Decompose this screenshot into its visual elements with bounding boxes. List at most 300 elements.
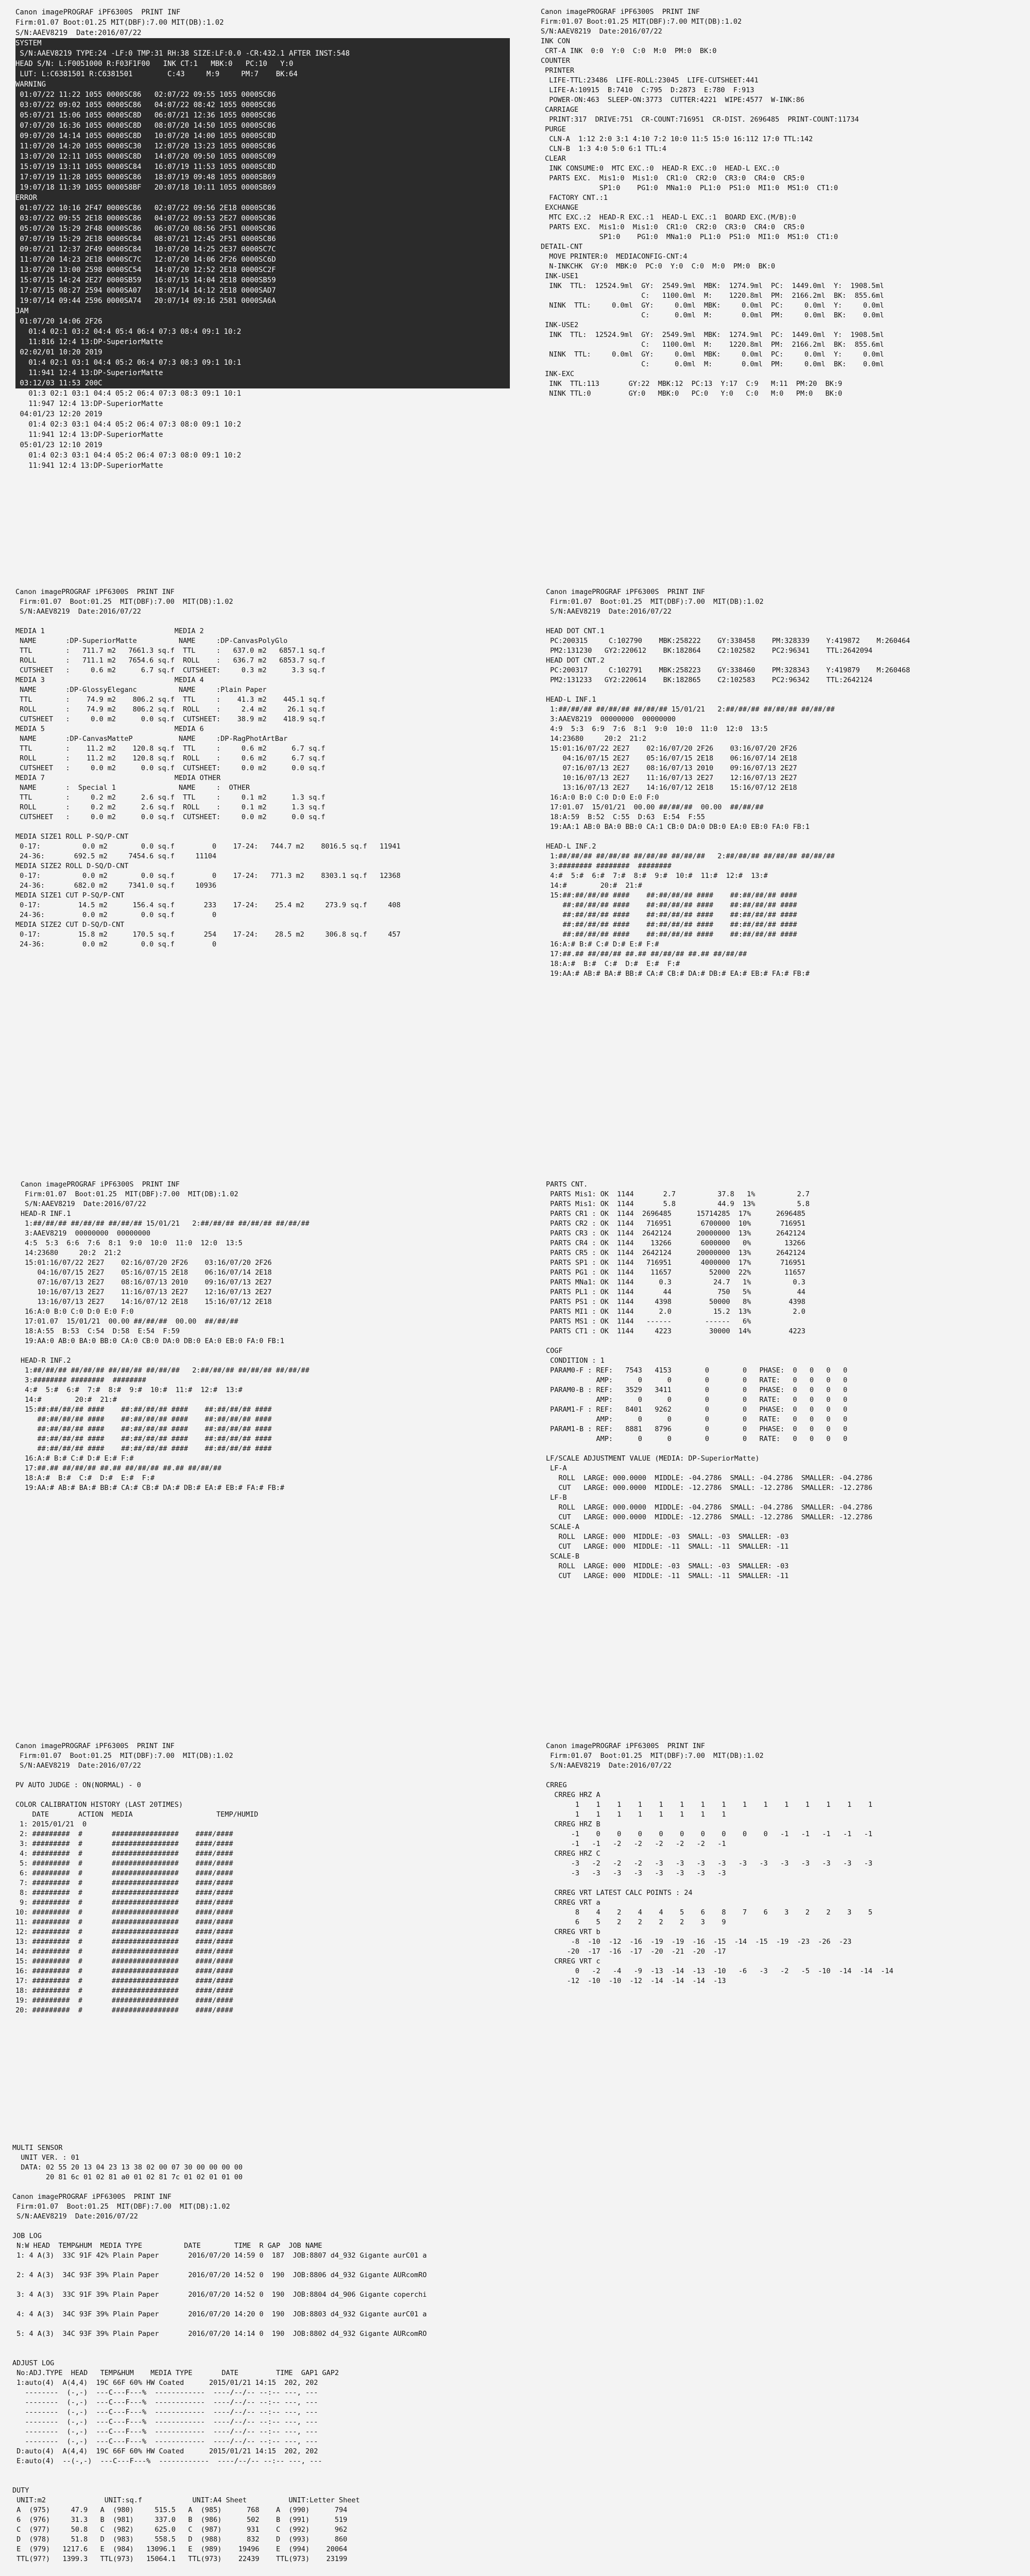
text-line: 17:01.07 15/01/21 00.00 ##/##/## 00.00 ##/##/##: [546, 803, 764, 811]
text-line: CRREG HRZ A: [546, 1791, 600, 1799]
text-line: -8 -10 -12 -16 -19 -19 -16 -15 -14 -15 -19 -23 -26 -23: [546, 1938, 852, 1946]
text-line: MEDIA 3 MEDIA 4: [15, 676, 204, 684]
text-line: ##:##/##/## #### ##:##/##/## #### ##:##/##/## ####: [546, 921, 797, 929]
p4-right-block: [546, 1741, 1025, 1986]
text-line: ##:##/##/## #### ##:##/##/## #### ##:##/##/## ####: [21, 1415, 272, 1423]
text-line: 16:A:# B:# C:# D:# E:# F:#: [21, 1454, 134, 1463]
printout-page-5: [0, 2138, 1030, 2576]
text-line: INK TTL:113 GY:22 MBK:12 PC:13 Y:17 C:9 M:11 PM:20 BK:9: [541, 380, 843, 388]
text-line: 6: ######### # ################ ####/####: [15, 1869, 233, 1877]
text-line: Canon imagePROGRAF iPF6300S PRINT INF: [21, 1180, 180, 1189]
text-line: ROLL : 0.2 m2 2.6 sq.f ROLL : 0.1 m2 1.3 sq.f: [15, 803, 325, 811]
text-line: 01:4 02:3 03:1 04:4 05:2 06:4 07:3 08:0 09:1 10:2: [15, 451, 242, 460]
text-line: JOB LOG: [12, 2232, 42, 2240]
text-line: C: 0.0ml M: 0.0ml PM: 0.0ml BK: 0.0ml: [541, 311, 884, 319]
text-line: CRREG HRZ C: [546, 1850, 600, 1858]
text-line: C (977) 50.8 C (982) 625.0 C (987) 931 C (992) 962: [12, 2526, 348, 2534]
text-line: [15, 617, 510, 626]
text-line: [12, 2261, 991, 2270]
text-line: POWER-ON:463 SLEEP-ON:3773 CUTTER:4221 WIPE:4577 W-INK:86: [541, 96, 805, 104]
text-line: Firm:01.07 Boot:01.25 MIT(DBF):7.00 MIT(DB):1.02: [15, 598, 233, 606]
text-line: JAM: [15, 306, 510, 316]
p3-right-block: [546, 1180, 1025, 1581]
text-line: 5: 4 A(3) 34C 93F 39% Plain Paper 2016/07/20 14:14 0 190 JOB:8802 d4_932 Gigante AURcomRO: [12, 2330, 427, 2338]
text-line: COLOR CALIBRATION HISTORY (LAST 20TIMES): [15, 1801, 183, 1809]
text-line: 11:941 12:4 13:DP-SuperiorMatte: [15, 368, 510, 378]
text-line: 18:A:# B:# C:# D:# E:# F:#: [21, 1474, 155, 1482]
text-line: HEAD-L INF.1: [546, 696, 596, 704]
text-line: 4: ######### # ################ ####/####: [15, 1850, 233, 1858]
text-line: 15:07/19 13:11 1055 0000SC84 16:07/19 11:53 1055 0000SC8D: [15, 162, 510, 172]
text-line: 19:AA:0 AB:0 BA:0 BB:0 CA:0 CB:0 DA:0 DB:0 EA:0 EB:0 FA:0 FB:1: [21, 1337, 285, 1345]
text-line: CRREG VRT b: [546, 1928, 600, 1936]
text-line: AMP: 0 0 0 0 RATE: 0 0 0 0: [546, 1396, 848, 1404]
text-line: [546, 1444, 1025, 1454]
text-line: 1:##/##/## ##/##/## ##/##/## 15/01/21 2:##/##/## ##/##/## ##/##/##: [21, 1219, 310, 1228]
text-line: [546, 617, 1025, 626]
text-line: PARAM1-B : REF: 8881 8796 0 0 PHASE: 0 0 0 0: [546, 1425, 848, 1433]
text-line: ROLL LARGE: 000 MIDDLE: -03 SMALL: -03 SMALLER: -03: [546, 1533, 789, 1541]
text-line: 14: ######### # ################ ####/####: [15, 1947, 233, 1956]
text-line: PARTS MS1 : OK 1144 ------ ------ 6%: [546, 1317, 751, 1326]
text-line: [12, 2182, 991, 2192]
text-line: 14:# 20:# 21:#: [21, 1396, 117, 1404]
text-line: CLN-B 1:3 4:0 5:0 6:1 TTL:4: [541, 145, 666, 153]
text-line: 15:01:16/07/22 2E27 02:16/07/20 2F26 03:16/07/20 2F26: [21, 1259, 272, 1267]
text-line: MEDIA 1 MEDIA 2: [15, 627, 204, 635]
text-line: 0-17: 15.8 m2 170.5 sq.f 254 17-24: 28.5 m2 306.8 sq.f 457: [15, 930, 401, 939]
text-line: [15, 1771, 510, 1781]
text-line: PARTS CNT.: [546, 1180, 588, 1189]
text-line: CUTSHEET : 0.0 m2 0.0 sq.f CUTSHEET: 38.9 m2 418.9 sq.f: [15, 715, 325, 723]
text-line: -------- (-,-) ---C---F---% ------------ ----/--/-- --:-- ---, ---: [12, 2408, 318, 2416]
text-line: LIFE-TTL:23486 LIFE-ROLL:23045 LIFE-CUTSHEET:441: [541, 76, 759, 84]
text-line: PM2:131233 GY2:220614 BK:182865 C2:102583 PC2:96342 TTL:2642124: [546, 676, 872, 684]
text-line: ROLL : 711.1 m2 7654.6 sq.f ROLL : 636.7 m2 6853.7 sq.f: [15, 656, 325, 665]
p4-left-block: [15, 1741, 510, 2015]
text-line: 1:##/##/## ##/##/## ##/##/## ##/##/## 2:##/##/## ##/##/## ##/##/##: [21, 1366, 310, 1375]
text-line: C: 1100.0ml M: 1220.8ml PM: 2166.2ml BK: 855.6ml: [541, 292, 884, 300]
text-line: TTL : 11.2 m2 120.8 sq.f TTL : 0.6 m2 6.7 sq.f: [15, 744, 325, 753]
text-line: 3:AAEV8219 00000000 00000000: [21, 1229, 150, 1238]
text-line: CRT-A INK 0:0 Y:0 C:0 M:0 PM:0 BK:0: [541, 47, 717, 55]
text-line: 17:07/19 11:28 1055 0000SC86 18:07/19 09:48 1055 0000SB69: [15, 172, 510, 182]
text-line: [546, 685, 1025, 695]
text-line: MTC EXC.:2 HEAD-R EXC.:1 HEAD-L EXC.:1 BOARD EXC.(M/B):0: [541, 213, 796, 222]
text-line: MEDIA 7 MEDIA OTHER: [15, 774, 221, 782]
text-line: 2: ######### # ################ ####/####: [15, 1830, 233, 1838]
text-line: 19:AA:1 AB:0 BA:0 BB:0 CA:1 CB:0 DA:0 DB:0 EA:0 EB:0 FA:0 FB:1: [546, 823, 810, 831]
text-line: LUT: L:C6381501 R:C6381501 C:43 M:9 PM:7 BK:64: [15, 69, 510, 79]
text-line: 18:A:# B:# C:# D:# E:# F:#: [546, 960, 680, 968]
text-line: S/N:AAEV8219 Date:2016/07/22: [546, 1761, 672, 1770]
text-line: PARTS CR3 : OK 1144 2642124 20000000 13% 2642124: [546, 1229, 805, 1238]
text-line: -3 -3 -3 -3 -3 -3 -3 -3: [546, 1869, 726, 1877]
text-line: CUTSHEET : 0.6 m2 6.7 sq.f CUTSHEET: 0.3 m2 3.3 sq.f: [15, 666, 325, 674]
text-line: C: 0.0ml M: 0.0ml PM: 0.0ml BK: 0.0ml: [541, 360, 884, 368]
text-line: 1: 4 A(3) 33C 91F 42% Plain Paper 2016/07/20 14:59 0 187 JOB:8807 d4_932 Gigante aurC01 a: [12, 2251, 427, 2260]
text-line: Firm:01.07 Boot:01.25 MIT(DBF):7.00 MIT(DB):1.02: [546, 1752, 764, 1760]
text-line: 14:23680 20:2 21:2: [21, 1249, 122, 1257]
text-line: 19:AA:# AB:# BA:# BB:# CA:# CB:# DA:# DB:# EA:# EB:# FA:# FB:#: [546, 970, 810, 978]
text-line: 20 81 6c 01 02 81 a0 01 02 81 7c 01 02 01 01 00: [12, 2173, 243, 2181]
text-line: [546, 1771, 1025, 1781]
text-line: S/N:AAEV8219 TYPE:24 -LF:0 TMP:31 RH:38 SIZE:LF:0.0 -CR:432.1 AFTER INST:548: [15, 48, 510, 59]
text-line: HEAD-R INF.1: [21, 1210, 71, 1218]
text-line: INK CONSUME:0 MTC EXC.:0 HEAD-R EXC.:0 HEAD-L EXC.:0: [541, 164, 780, 173]
p5-block: [12, 2143, 991, 2564]
text-line: PRINTER: [541, 66, 575, 75]
text-line: PARAM1-F : REF: 8401 9262 0 0 PHASE: 0 0 0 0: [546, 1405, 848, 1414]
text-line: CUT LARGE: 000 MIDDLE: -11 SMALL: -11 SMALLER: -11: [546, 1543, 789, 1551]
text-line: 17:##.## ##/##/## ##.## ##/##/## ##.## ##/##/##: [21, 1464, 222, 1472]
text-line: AMP: 0 0 0 0 RATE: 0 0 0 0: [546, 1376, 848, 1384]
text-line: 18: ######### # ################ ####/####: [15, 1987, 233, 1995]
p1-right-block: [541, 7, 1025, 399]
text-line: PC:200315 C:102790 MBK:258222 GY:338458 PM:328339 Y:419872 M:260464: [546, 637, 911, 645]
text-line: TTL : 74.9 m2 806.2 sq.f TTL : 41.3 m2 445.1 sq.f: [15, 696, 325, 704]
text-line: ADJUST LOG: [12, 2359, 55, 2367]
text-line: 11: ######### # ################ ####/####: [15, 1918, 233, 1926]
text-line: 13:07/20 12:11 1055 0000SC8D 14:07/20 09:50 1055 0000SC09: [15, 151, 510, 162]
text-line: LF-A: [546, 1464, 567, 1472]
text-line: 15:07/15 14:24 2E27 0000SB59 16:07/15 14:04 2E18 0000SB59: [15, 275, 510, 285]
text-line: TTL(97?) 1399.3 TTL(973) 15064.1 TTL(973) 22439 TTL(973) 23199: [12, 2555, 348, 2563]
text-line: 01:4 02:1 03:2 04:4 05:4 06:4 07:3 08:4 09:1 10:2: [15, 327, 510, 337]
text-line: 09:07/21 12:37 2F49 0000SC84 10:07/20 14:25 2E37 0000SC7C: [15, 244, 510, 255]
text-line: 24-36: 0.0 m2 0.0 sq.f 0: [15, 940, 217, 948]
text-line: 04:01/23 12:20 2019: [15, 410, 102, 418]
text-line: ROLL LARGE: 000 MIDDLE: -03 SMALL: -03 SMALLER: -03: [546, 1562, 789, 1570]
text-line: 11:816 12:4 13:DP-SuperiorMatte: [15, 337, 510, 347]
text-line: 20: ######### # ################ ####/####: [15, 2006, 233, 2014]
text-line: INK TTL: 12524.9ml GY: 2549.9ml MBK: 1274.9ml PC: 1449.0ml Y: 1908.5ml: [541, 282, 884, 290]
text-line: 17:07/15 08:27 2594 0000SA07 18:07/14 14:12 2E18 0000SAD7: [15, 285, 510, 296]
text-line: CUTSHEET : 0.0 m2 0.0 sq.f CUTSHEET: 0.0 m2 0.0 sq.f: [15, 813, 325, 821]
printout-page-3: [0, 1175, 1030, 1716]
text-line: HEAD DOT CNT.1: [546, 627, 605, 635]
text-line: PARTS CT1 : OK 1144 4223 30000 14% 4223: [546, 1327, 805, 1335]
text-line: NAME :DP-GlossyEleganc NAME :Plain Paper: [15, 686, 267, 694]
p2-right-block: [546, 587, 1025, 979]
text-line: LIFE-A:10915 B:7410 C:795 D:2873 E:780 F:913: [541, 86, 754, 94]
text-line: FACTORY CNT.:1: [541, 194, 608, 202]
text-line: 17:##.## ##/##/## ##.## ##/##/## ##.## ##/##/##: [546, 950, 747, 958]
text-line: [15, 822, 510, 832]
text-line: 19:07/14 09:44 2596 0000SA74 20:07/14 09:16 2581 0000SA6A: [15, 296, 510, 306]
text-line: PARTS CR1 : OK 1144 2696485 15714285 17% 2696485: [546, 1210, 805, 1218]
text-line: COUNTER: [541, 57, 570, 65]
text-line: CUT LARGE: 000.0000 MIDDLE: -12.2786 SMALL: -12.2786 SMALLER: -12.2786: [546, 1484, 872, 1492]
text-line: PARTS EXC. Mis1:0 Mis1:0 CR1:0 CR2:0 CR3:0 CR4:0 CR5:0: [541, 174, 805, 182]
text-line: INK-USE2: [541, 321, 579, 329]
text-line: S/N:AAEV8219 Date:2016/07/22: [541, 27, 662, 36]
text-line: [12, 2319, 991, 2329]
text-line: CRREG: [546, 1781, 567, 1789]
text-line: 5: ######### # ################ ####/####: [15, 1859, 233, 1868]
text-line: 07:07/19 15:29 2E18 0000SC84 08:07/21 12:45 2F51 0000SC86: [15, 234, 510, 244]
text-line: SP1:0 PG1:0 MNa1:0 PL1:0 PS1:0 MI1:0 MS1:0 CT1:0: [541, 233, 838, 241]
text-line: INK CON: [541, 37, 570, 45]
text-line: TTL : 0.2 m2 2.6 sq.f TTL : 0.1 m2 1.3 sq.f: [15, 793, 325, 802]
text-line: AMP: 0 0 0 0 RATE: 0 0 0 0: [546, 1435, 848, 1443]
text-line: 16:A:0 B:0 C:0 D:0 E:0 F:0: [21, 1308, 134, 1316]
text-line: PARTS MI1 : OK 1144 2.0 15.2 13% 2.0: [546, 1308, 805, 1316]
text-line: D (978) 51.8 D (983) 558.5 D (988) 832 D (993) 860: [12, 2535, 348, 2544]
text-line: MEDIA SIZE2 ROLL D-SQ/D-CNT: [15, 862, 129, 870]
text-line: 11:07/20 14:23 2E18 0000SC7C 12:07/20 14:06 2F26 0000SC6D: [15, 255, 510, 265]
text-line: 01:4 02:3 03:1 04:4 05:2 06:4 07:3 08:0 09:1 10:2: [15, 420, 242, 429]
text-line: 8 4 2 4 4 5 6 8 7 6 3 2 2 3 5: [546, 1908, 872, 1917]
text-line: INK TTL: 12524.9ml GY: 2549.9ml MBK: 1274.9ml PC: 1449.0ml Y: 1908.5ml: [541, 331, 884, 339]
text-line: 4:# 5:# 6:# 7:# 8:# 9:# 10:# 11:# 12:# 13:#: [21, 1386, 243, 1394]
text-line: 05:07/21 15:06 1055 0000SC8D 06:07/21 12:36 1055 0000SC86: [15, 110, 510, 121]
text-line: [12, 2339, 991, 2349]
text-line: 13:16/07/13 2E27 14:16/07/12 2E18 15:16/07/12 2E18: [546, 784, 797, 792]
text-line: 3:######## ######## ########: [546, 862, 672, 870]
text-line: PARTS SP1 : OK 1144 716951 4000000 17% 716951: [546, 1259, 805, 1267]
text-line: 01:3 02:1 03:1 04:4 05:2 06:4 07:3 08:3 09:1 10:1: [15, 389, 242, 398]
text-line: D:auto(4) A(4,4) 19C 66F 60% HW Coated 2015/01/21 14:15 202, 202: [12, 2447, 318, 2455]
text-line: 13:16/07/13 2E27 14:16/07/12 2E18 15:16/07/12 2E18: [21, 1298, 272, 1306]
text-line: PARTS CR2 : OK 1144 716951 6700000 10% 716951: [546, 1219, 805, 1228]
text-line: [15, 1790, 510, 1800]
printout-page-4: [0, 1716, 1030, 2138]
text-line: CLN-A 1:12 2:0 3:1 4:10 7:2 10:0 11:5 15:0 16:112 17:0 TTL:142: [541, 135, 813, 143]
text-line: Canon imagePROGRAF iPF6300S PRINT INF: [541, 8, 700, 16]
text-line: MEDIA SIZE1 ROLL P-SQ/P-CNT: [15, 833, 129, 841]
text-line: ROLL LARGE: 000.0000 MIDDLE: -04.2786 SMALL: -04.2786 SMALLER: -04.2786: [546, 1503, 872, 1512]
text-line: [12, 2466, 991, 2476]
text-line: 8: ######### # ################ ####/####: [15, 1889, 233, 1897]
text-line: PARTS PS1 : OK 1144 4398 50000 8% 4398: [546, 1298, 805, 1306]
text-line: DETAIL-CNT: [541, 243, 583, 251]
text-line: PARAM0-F : REF: 7543 4153 0 0 PHASE: 0 0 0 0: [546, 1366, 848, 1375]
text-line: 16:A:# B:# C:# D:# E:# F:#: [546, 940, 659, 948]
text-line: NAME :DP-SuperiorMatte NAME :DP-CanvasPolyGlo: [15, 637, 288, 645]
text-line: 17:01.07 15/01/21 00.00 ##/##/## 00.00 ##/##/##: [21, 1317, 238, 1326]
text-line: 3:######## ######## ########: [21, 1376, 146, 1384]
text-line: MEDIA SIZE1 CUT P-SQ/P-CNT: [15, 891, 125, 900]
text-line: 03:07/22 09:55 2E18 0000SC86 04:07/22 09:53 2E27 0000SC86: [15, 213, 510, 224]
text-line: Firm:01.07 Boot:01.25 MIT(DBF):7.00 MIT(DB):1.02: [12, 2202, 230, 2211]
text-line: E:auto(4) --(-,-) ---C---F---% ------------ ----/--/-- --:-- ---, ---: [12, 2457, 322, 2465]
text-line: 14:# 20:# 21:#: [546, 882, 642, 890]
text-line: 3:AAEV8219 00000000 00000000: [546, 715, 676, 723]
text-line: CUT LARGE: 000.0000 MIDDLE: -12.2786 SMALL: -12.2786 SMALLER: -12.2786: [546, 1513, 872, 1521]
text-line: No:ADJ.TYPE HEAD TEMP&HUM MEDIA TYPE DATE TIME GAP1 GAP2: [12, 2369, 339, 2377]
text-line: 2: 4 A(3) 34C 93F 39% Plain Paper 2016/07/20 14:52 0 190 JOB:8806 d4_932 Gigante AURcomRO: [12, 2271, 427, 2279]
text-line: Canon imagePROGRAF iPF6300S PRINT INF: [15, 8, 181, 16]
text-line: 18:A:55 B:53 C:54 D:58 E:54 F:59: [21, 1327, 180, 1335]
text-line: NINK TTL: 0.0ml GY: 0.0ml MBK: 0.0ml PC: 0.0ml Y: 0.0ml: [541, 350, 884, 359]
text-line: HEAD-R INF.2: [21, 1357, 71, 1365]
text-line: 15: ######### # ################ ####/####: [15, 1957, 233, 1965]
text-line: [12, 2280, 991, 2290]
text-line: WARNING: [15, 79, 510, 90]
text-line: A (975) 47.9 A (980) 515.5 A (985) 768 A (990) 794: [12, 2506, 348, 2514]
text-line: 16:A:0 B:0 C:0 D:0 E:0 F:0: [546, 793, 659, 802]
text-line: NAME : Special 1 NAME : OTHER: [15, 784, 250, 792]
text-line: 15:01:16/07/22 2E27 02:16/07/20 2F26 03:16/07/20 2F26: [546, 744, 797, 753]
text-line: 05:01/23 12:10 2019: [15, 441, 102, 449]
text-line: SCALE-A: [546, 1523, 580, 1531]
text-line: DATE ACTION MEDIA TEMP/HUMID: [15, 1810, 259, 1819]
text-line: 1: 2015/01/21 0: [15, 1820, 87, 1828]
text-line: PARTS MNa1: OK 1144 0.3 24.7 1% 0.3: [546, 1278, 805, 1286]
text-line: ROLL : 74.9 m2 806.2 sq.f ROLL : 2.4 m2 26.1 sq.f: [15, 705, 325, 714]
text-line: 0-17: 14.5 m2 156.4 sq.f 233 17-24: 25.4 m2 273.9 sq.f 408: [15, 901, 401, 909]
printout-page-2: [0, 567, 1030, 1175]
text-line: N:W HEAD TEMP&HUM MEDIA TYPE DATE TIME R GAP JOB NAME: [12, 2242, 322, 2250]
text-line: 16: ######### # ################ ####/####: [15, 1967, 233, 1975]
text-line: 1 1 1 1 1 1 1 1: [546, 1810, 726, 1819]
text-line: S/N:AAEV8219 Date:2016/07/22: [15, 1761, 141, 1770]
text-line: E (979) 1217.6 E (984) 13096.1 E (989) 19496 E (994) 20064: [12, 2545, 348, 2553]
text-line: 09:07/20 14:14 1055 0000SC8D 10:07/20 14:00 1055 0000SC8D: [15, 131, 510, 141]
p3-left-block: [21, 1180, 515, 1493]
text-line: PARTS PG1 : OK 1144 11657 52000 22% 11657: [546, 1268, 805, 1277]
text-line: NAME :DP-CanvasMatteP NAME :DP-RagPhotArtBar: [15, 735, 288, 743]
text-line: [546, 832, 1025, 842]
text-line: S/N:AAEV8219 Date:2016/07/22: [21, 1200, 146, 1208]
text-line: MEDIA SIZE2 CUT D-SQ/D-CNT: [15, 921, 125, 929]
text-line: 07:07/20 16:36 1055 0000SC8D 08:07/20 14:50 1055 0000SC86: [15, 121, 510, 131]
text-line: PARTS Mis1: OK 1144 2.7 37.8 1% 2.7: [546, 1190, 810, 1198]
text-line: -1 -1 -2 -2 -2 -2 -2 -1: [546, 1840, 726, 1848]
text-line: CONDITION : 1: [546, 1357, 605, 1365]
text-line: 19: ######### # ################ ####/####: [15, 1996, 233, 2005]
text-line: CUT LARGE: 000 MIDDLE: -11 SMALL: -11 SMALLER: -11: [546, 1572, 789, 1580]
text-line: PARTS EXC. Mis1:0 Mis1:0 CR1:0 CR2:0 CR3:0 CR4:0 CR5:0: [541, 223, 805, 231]
text-line: 18:A:59 B:52 C:55 D:63 E:54 F:55: [546, 813, 705, 821]
text-line: 4:# 5:# 6:# 7:# 8:# 9:# 10:# 11:# 12:# 13:#: [546, 872, 768, 880]
text-line: SP1:0 PG1:0 MNa1:0 PL1:0 PS1:0 MI1:0 MS1:0 CT1:0: [541, 184, 838, 192]
p2-left-block: [15, 587, 510, 950]
text-line: 10:16/07/13 2E27 11:16/07/13 2E27 12:16/07/13 2E27: [546, 774, 797, 782]
text-line: 1:##/##/## ##/##/## ##/##/## 15/01/21 2:##/##/## ##/##/## ##/##/##: [546, 705, 835, 714]
text-line: 4:5 5:3 6:6 7:6 8:1 9:0 10:0 11:0 12:0 13:5: [21, 1239, 243, 1247]
text-line: 01:07/22 11:22 1055 0000SC86 02:07/22 09:55 1055 0000SC86: [15, 90, 510, 100]
text-line: S/N:AAEV8219 Date:2016/07/22: [12, 2212, 138, 2221]
text-line: 4:9 5:3 6:9 7:6 8:1 9:0 10:0 11:0 12:0 13:5: [546, 725, 768, 733]
text-line: PARTS PL1 : OK 1144 44 750 5% 44: [546, 1288, 805, 1296]
text-line: 01:07/20 14:06 2F26: [15, 316, 510, 327]
text-line: SCALE-B: [546, 1552, 580, 1561]
text-line: CRREG VRT LATEST CALC POINTS : 24: [546, 1889, 693, 1897]
text-line: S/N:AAEV8219 Date:2016/07/22: [15, 29, 142, 37]
text-line: 3: 4 A(3) 33C 91F 39% Plain Paper 2016/07/20 14:52 0 190 JOB:8804 d4_906 Gigante coperchi: [12, 2291, 427, 2299]
text-line: UNIT:m2 UNIT:sq.f UNIT:A4 Sheet UNIT:Letter Sheet: [12, 2496, 360, 2504]
text-line: UNIT VER. : 01: [12, 2154, 80, 2162]
text-line: Firm:01.07 Boot:01.25 MIT(DBF):7.00 MIT(DB):1.02: [541, 18, 742, 26]
text-line: 3: ######### # ################ ####/####: [15, 1840, 233, 1848]
text-line: Firm:01.07 Boot:01.25 MIT(DBF):7.00 MIT(DB):1.02: [21, 1190, 238, 1198]
text-line: EXCHANGE: [541, 204, 579, 212]
text-line: C: 1100.0ml M: 1220.8ml PM: 2166.2ml BK: 855.6ml: [541, 341, 884, 349]
text-line: 15:##:##/##/## #### ##:##/##/## #### ##:##/##/## ####: [21, 1405, 272, 1414]
text-line: MEDIA 5 MEDIA 6: [15, 725, 204, 733]
text-line: 24-36: 682.0 m2 7341.0 sq.f 10936: [15, 882, 217, 890]
text-line: ##:##/##/## #### ##:##/##/## #### ##:##/##/## ####: [546, 901, 797, 909]
text-line: DUTY: [12, 2486, 29, 2495]
text-line: MOVE PRINTER:0 MEDIACONFIG-CNT:4: [541, 252, 688, 261]
text-line: 01:07/22 10:16 2F47 0000SC86 02:07/22 09:56 2E18 0000SC86: [15, 203, 510, 213]
text-line: HEAD-L INF.2: [546, 842, 596, 851]
text-line: 1 1 1 1 1 1 1 1 1 1 1 1 1 1 1: [546, 1801, 872, 1809]
text-line: SYSTEM: [15, 38, 510, 48]
text-line: COGF: [546, 1347, 563, 1355]
text-line: Canon imagePROGRAF iPF6300S PRINT INF: [546, 1742, 705, 1750]
text-line: [546, 1336, 1025, 1346]
text-line: Firm:01.07 Boot:01.25 MIT(DBF):7.00 MIT(DB):1.02: [546, 598, 764, 606]
text-line: -------- (-,-) ---C---F---% ------------ ----/--/-- --:-- ---, ---: [12, 2428, 318, 2436]
text-line: CRREG HRZ B: [546, 1820, 600, 1828]
printout-page-1: [0, 0, 1030, 567]
text-line: ##:##/##/## #### ##:##/##/## #### ##:##/##/## ####: [21, 1435, 272, 1443]
text-line: INK-USE1: [541, 272, 579, 280]
text-line: 0-17: 0.0 m2 0.0 sq.f 0 17-24: 771.3 m2 8303.1 sq.f 12368: [15, 872, 401, 880]
text-line: PRINT:317 DRIVE:751 CR-COUNT:716951 CR-DIST. 2696485 PRINT-COUNT:11734: [541, 115, 859, 124]
text-line: CUTSHEET : 0.0 m2 0.0 sq.f CUTSHEET: 0.0 m2 0.0 sq.f: [15, 764, 325, 772]
text-line: PURGE: [541, 125, 566, 133]
text-line: NINK TTL:0 GY:0 MBK:0 PC:0 Y:0 C:0 M:0 PM:0 BK:0: [541, 389, 843, 398]
text-line: -1 0 0 0 0 0 0 0 0 0 -1 -1 -1 -1 -1: [546, 1830, 872, 1838]
text-line: [12, 2300, 991, 2310]
text-line: [21, 1346, 515, 1356]
text-line: ##:##/##/## #### ##:##/##/## #### ##:##/##/## ####: [21, 1445, 272, 1453]
text-line: 03:12/03 11:53 200C: [15, 378, 510, 388]
text-line: 14:23680 20:2 21:2: [546, 735, 647, 743]
text-line: 24-36: 692.5 m2 7454.6 sq.f 11104: [15, 852, 217, 860]
text-line: 1:##/##/## ##/##/## ##/##/## ##/##/## 2:##/##/## ##/##/## ##/##/##: [546, 852, 835, 860]
text-line: ROLL LARGE: 000.0000 MIDDLE: -04.2786 SMALL: -04.2786 SMALLER: -04.2786: [546, 1474, 872, 1482]
text-line: 07:16/07/13 2E27 08:16/07/13 2010 09:16/07/13 2E27: [546, 764, 797, 772]
text-line: PARTS CR4 : OK 1144 13266 6000000 0% 13266: [546, 1239, 805, 1247]
text-line: Firm:01.07 Boot:01.25 MIT(DBF):7.00 MIT(DB):1.02: [15, 1752, 233, 1760]
text-line: CLEAR: [541, 155, 566, 163]
text-line: HEAD DOT CNT.2: [546, 656, 605, 665]
text-line: DATA: 02 55 20 13 04 23 13 38 02 00 07 30 00 00 00 00: [12, 2163, 243, 2172]
text-line: 15:##:##/##/## #### ##:##/##/## #### ##:##/##/## ####: [546, 891, 797, 900]
text-line: NINK TTL: 0.0ml GY: 0.0ml MBK: 0.0ml PC: 0.0ml Y: 0.0ml: [541, 301, 884, 310]
text-line: CRREG VRT c: [546, 1957, 600, 1965]
text-line: 13: ######### # ################ ####/####: [15, 1938, 233, 1946]
text-line: PM2:131230 GY2:220612 BK:182864 C2:102582 PC2:96341 TTL:2642094: [546, 647, 872, 655]
text-line: 9: ######### # ################ ####/####: [15, 1899, 233, 1907]
text-line: LF-B: [546, 1494, 567, 1502]
text-line: PV AUTO JUDGE : ON(NORMAL) - 0: [15, 1781, 141, 1789]
text-line: ROLL : 11.2 m2 120.8 sq.f ROLL : 0.6 m2 6.7 sq.f: [15, 754, 325, 762]
text-line: LF/SCALE ADJUSTMENT VALUE (MEDIA: DP-SuperiorMatte): [546, 1454, 760, 1463]
text-line: 11:941 12:4 13:DP-SuperiorMatte: [15, 462, 163, 470]
text-line: INK-EXC: [541, 370, 575, 378]
text-line: Canon imagePROGRAF iPF6300S PRINT INF: [12, 2193, 171, 2201]
text-line: Canon imagePROGRAF iPF6300S PRINT INF: [546, 588, 705, 596]
text-line: 10:16/07/13 2E27 11:16/07/13 2E27 12:16/07/13 2E27: [21, 1288, 272, 1296]
text-line: CRREG VRT a: [546, 1899, 600, 1907]
text-line: 11:07/20 14:20 1055 0000SC30 12:07/20 13:23 1055 0000SC86: [15, 141, 510, 151]
text-line: Canon imagePROGRAF iPF6300S PRINT INF: [15, 1742, 175, 1750]
text-line: 1:auto(4) A(4,4) 19C 66F 60% HW Coated 2015/01/21 14:15 202, 202: [12, 2379, 318, 2387]
text-line: 07:16/07/13 2E27 08:16/07/13 2010 09:16/07/13 2E27: [21, 1278, 272, 1286]
text-line: S/N:AAEV8219 Date:2016/07/22: [15, 607, 141, 616]
text-line: ##:##/##/## #### ##:##/##/## #### ##:##/##/## ####: [546, 911, 797, 919]
text-line: [546, 1878, 1025, 1888]
text-line: 17: ######### # ################ ####/####: [15, 1977, 233, 1985]
text-line: 7: ######### # ################ ####/####: [15, 1879, 233, 1887]
text-line: 4: 4 A(3) 34C 93F 39% Plain Paper 2016/07/20 14:20 0 190 JOB:8803 d4_932 Gigante aurC01 a: [12, 2310, 427, 2318]
